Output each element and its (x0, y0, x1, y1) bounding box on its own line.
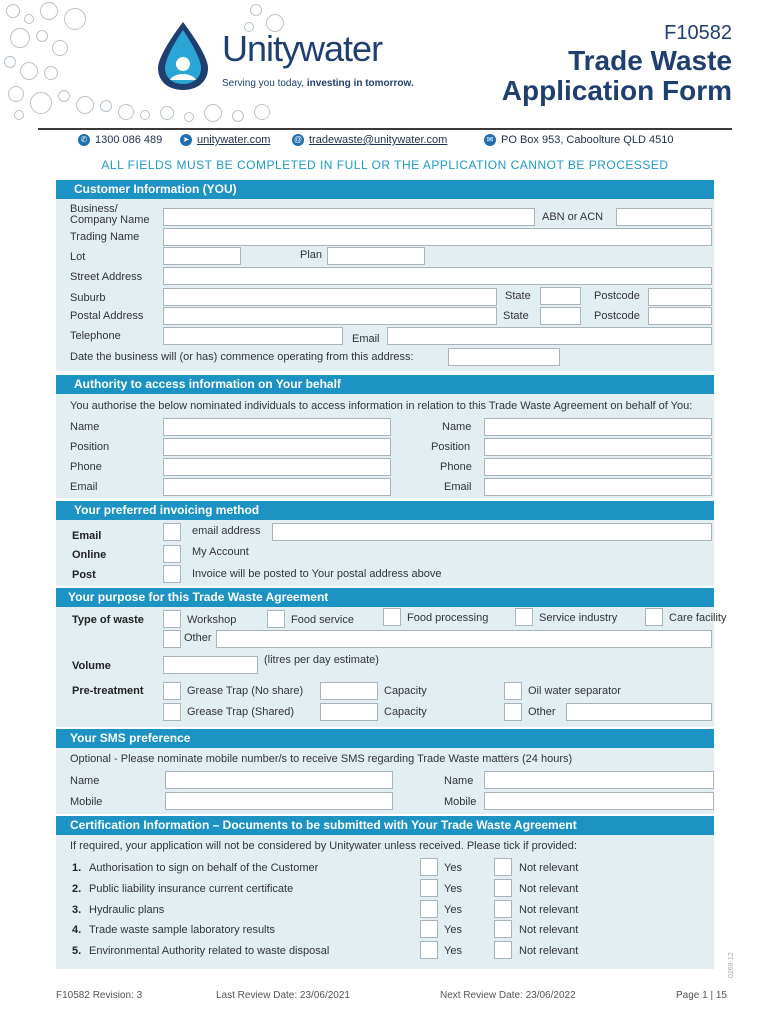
phone-icon: ✆ (78, 134, 90, 146)
cursor-icon: ➤ (180, 134, 192, 146)
label-invoice-online: Online (72, 549, 107, 561)
label-postcode-1: Postcode (594, 290, 640, 302)
state-input-1[interactable] (540, 287, 581, 305)
label-sms-mobile-1: Mobile (70, 796, 103, 808)
section-authority-header: Authority to access information on Your behalf (56, 375, 714, 394)
label-phone-2: Phone (440, 461, 472, 473)
trading-name-input[interactable] (163, 228, 712, 246)
cert-text: Hydraulic plans (89, 904, 165, 916)
label-company-name: Company Name (70, 214, 150, 226)
side-code: 0269-12 (728, 952, 735, 978)
label-state-1: State (505, 290, 531, 302)
page-title: Trade Waste Application Form (501, 45, 732, 106)
contact-postal: ✉ PO Box 953, Caboolture QLD 4510 (484, 134, 673, 146)
contact-phone: ✆ 1300 086 489 (78, 134, 162, 146)
label-capacity-2: Capacity (384, 706, 427, 718)
contact-email[interactable]: @ tradewaste@unitywater.com (293, 134, 448, 146)
service-industry-checkbox[interactable] (515, 608, 533, 626)
pretreatment-other-input[interactable] (566, 703, 712, 721)
sms-name-input-2[interactable] (484, 771, 714, 789)
invoice-email-address-input[interactable] (272, 523, 712, 541)
section-certification-header: Certification Information – Documents to be submitted with Your Trade Waste Agreement (56, 816, 714, 835)
telephone-input[interactable] (163, 327, 343, 345)
sms-mobile-input-2[interactable] (484, 792, 714, 810)
cert-not-relevant-checkbox[interactable] (494, 900, 512, 918)
footer-page-number: Page 1 | 15 (676, 990, 727, 1001)
cert-not-relevant-checkbox[interactable] (494, 941, 512, 959)
label-yes: Yes (444, 924, 462, 936)
workshop-checkbox[interactable] (163, 610, 181, 628)
care-facility-checkbox[interactable] (645, 608, 663, 626)
section-sms-header: Your SMS preference (56, 729, 714, 748)
label-postcode-2: Postcode (594, 310, 640, 322)
cert-num: 2. (72, 883, 82, 895)
label-yes: Yes (444, 945, 462, 957)
label-waste-other: Other (184, 632, 212, 644)
cert-text: Trade waste sample laboratory results (89, 924, 276, 936)
cert-num: 1. (72, 862, 82, 874)
state-input-2[interactable] (540, 307, 581, 325)
postal-address-input[interactable] (163, 307, 497, 325)
label-post-desc: Invoice will be posted to Your postal address above (192, 568, 442, 580)
label-not-relevant: Not relevant (519, 883, 579, 895)
label-grease-shared: Grease Trap (Shared) (187, 706, 294, 718)
authority-position-input-1[interactable] (163, 438, 391, 456)
section-customer-header: Customer Information (YOU) (56, 180, 714, 199)
label-capacity-1: Capacity (384, 685, 427, 697)
email-input[interactable] (387, 327, 712, 345)
capacity-input-2[interactable] (320, 703, 378, 721)
authority-position-input-2[interactable] (484, 438, 712, 456)
label-position-1: Position (70, 441, 110, 453)
cert-num: 3. (72, 904, 82, 916)
waste-other-input[interactable] (216, 630, 712, 648)
authority-name-input-1[interactable] (163, 418, 391, 436)
label-email-address: email address (192, 525, 261, 537)
label-position-2: Position (431, 441, 471, 453)
label-email-1: Email (70, 481, 98, 493)
label-yes: Yes (444, 862, 462, 874)
label-volume: Volume (72, 660, 111, 672)
label-state-2: State (503, 310, 529, 322)
postcode-input-2[interactable] (648, 307, 712, 325)
label-grease-no-share: Grease Trap (No share) (187, 685, 304, 697)
food-service-checkbox[interactable] (267, 610, 285, 628)
cert-yes-checkbox[interactable] (420, 920, 438, 938)
label-care-facility: Care facility (669, 612, 727, 624)
label-suburb: Suburb (70, 292, 106, 304)
label-telephone: Telephone (70, 330, 121, 342)
label-abn: ABN or ACN (542, 211, 604, 223)
cert-yes-checkbox[interactable] (420, 879, 438, 897)
plan-input[interactable] (327, 247, 425, 265)
certification-intro: If required, your application will not be considered by Unitywater unless received. Please tick if provided: (70, 840, 577, 852)
grease-shared-checkbox[interactable] (163, 703, 181, 721)
suburb-input[interactable] (163, 288, 497, 306)
cert-text: Environmental Authority related to waste disposal (89, 945, 330, 957)
label-not-relevant: Not relevant (519, 924, 579, 936)
oil-water-checkbox[interactable] (504, 682, 522, 700)
label-invoice-email: Email (72, 530, 102, 542)
authority-email-input-2[interactable] (484, 478, 712, 496)
label-street: Street Address (70, 271, 143, 283)
label-not-relevant: Not relevant (519, 904, 579, 916)
label-phone-1: Phone (70, 461, 102, 473)
unitywater-drop-logo-icon (150, 20, 216, 92)
footer-next-review: Next Review Date: 23/06/2022 (440, 990, 576, 1001)
cert-not-relevant-checkbox[interactable] (494, 879, 512, 897)
invoice-online-checkbox[interactable] (163, 545, 181, 563)
grease-no-share-checkbox[interactable] (163, 682, 181, 700)
label-yes: Yes (444, 883, 462, 895)
label-lot: Lot (70, 251, 86, 263)
label-type-of-waste: Type of waste (72, 614, 144, 626)
label-commence-date: Date the business will (or has) commence operating from this address: (70, 351, 414, 363)
label-sms-name-1: Name (70, 775, 100, 787)
cert-not-relevant-checkbox[interactable] (494, 920, 512, 938)
sms-name-input-1[interactable] (165, 771, 393, 789)
waste-other-checkbox[interactable] (163, 630, 181, 648)
invoice-post-checkbox[interactable] (163, 565, 181, 583)
label-business: Business/ (70, 203, 118, 215)
label-name-2: Name (442, 421, 472, 433)
mail-icon: ✉ (484, 134, 496, 146)
volume-input[interactable] (163, 656, 258, 674)
label-email: Email (352, 333, 380, 345)
sms-mobile-input-1[interactable] (165, 792, 393, 810)
cert-yes-checkbox[interactable] (420, 858, 438, 876)
label-oil-water: Oil water separator (528, 685, 621, 697)
header-divider (38, 128, 732, 130)
capacity-input-1[interactable] (320, 682, 378, 700)
cert-text: Authorisation to sign on behalf of the Customer (89, 862, 319, 874)
tagline: Serving you today, investing in tomorrow. (222, 78, 414, 89)
label-pretreatment-other: Other (528, 706, 556, 718)
label-not-relevant: Not relevant (519, 945, 579, 957)
label-sms-mobile-2: Mobile (444, 796, 477, 808)
mandatory-notice: ALL FIELDS MUST BE COMPLETED IN FULL OR THE APPLICATION CANNOT BE PROCESSED (101, 158, 669, 172)
lot-input[interactable] (163, 247, 241, 265)
label-food-processing: Food processing (407, 612, 489, 624)
cert-not-relevant-checkbox[interactable] (494, 858, 512, 876)
abn-input[interactable] (616, 208, 712, 226)
postcode-input-1[interactable] (648, 288, 712, 306)
label-trading-name: Trading Name (70, 231, 140, 243)
authority-intro: You authorise the below nominated individuals to access information in relation to this Trade Waste Agreement on behalf of You: (70, 400, 693, 412)
invoice-email-checkbox[interactable] (163, 523, 181, 541)
business-name-input[interactable] (163, 208, 535, 226)
cert-text: Public liability insurance current certificate (89, 883, 294, 895)
authority-phone-input-1[interactable] (163, 458, 391, 476)
label-my-account: My Account (192, 546, 249, 558)
label-email-2: Email (444, 481, 472, 493)
label-postal: Postal Address (70, 310, 144, 322)
label-plan: Plan (300, 249, 323, 261)
authority-email-input-1[interactable] (163, 478, 391, 496)
label-not-relevant: Not relevant (519, 862, 579, 874)
label-service-industry: Service industry (539, 612, 618, 624)
pretreatment-other-checkbox[interactable] (504, 703, 522, 721)
label-name-1: Name (70, 421, 100, 433)
commence-date-input[interactable] (448, 348, 560, 366)
label-workshop: Workshop (187, 614, 237, 626)
section-invoicing-header: Your preferred invoicing method (56, 501, 714, 520)
cert-yes-checkbox[interactable] (420, 941, 438, 959)
section-purpose-header: Your purpose for this Trade Waste Agreement (56, 588, 714, 607)
authority-phone-input-2[interactable] (484, 458, 712, 476)
brand-name: Unitywater (222, 28, 383, 69)
cert-num: 5. (72, 945, 82, 957)
label-yes: Yes (444, 904, 462, 916)
cert-yes-checkbox[interactable] (420, 900, 438, 918)
label-litres: (litres per day estimate) (264, 654, 379, 666)
footer-revision: F10582 Revision: 3 (56, 990, 143, 1001)
label-invoice-post: Post (72, 569, 96, 581)
form-number: F10582 (664, 22, 732, 44)
contact-website[interactable]: ➤ unitywater.com (180, 134, 270, 146)
label-food-service: Food service (291, 614, 354, 626)
label-pretreatment: Pre-treatment (72, 685, 144, 697)
food-processing-checkbox[interactable] (383, 608, 401, 626)
sms-intro: Optional - Please nominate mobile number/s to receive SMS regarding Trade Waste matters (24 hours) (70, 753, 573, 765)
at-icon: @ (293, 135, 303, 144)
footer-last-review: Last Review Date: 23/06/2021 (216, 990, 350, 1001)
authority-name-input-2[interactable] (484, 418, 712, 436)
label-sms-name-2: Name (444, 775, 474, 787)
cert-num: 4. (72, 924, 82, 936)
street-address-input[interactable] (163, 267, 712, 285)
